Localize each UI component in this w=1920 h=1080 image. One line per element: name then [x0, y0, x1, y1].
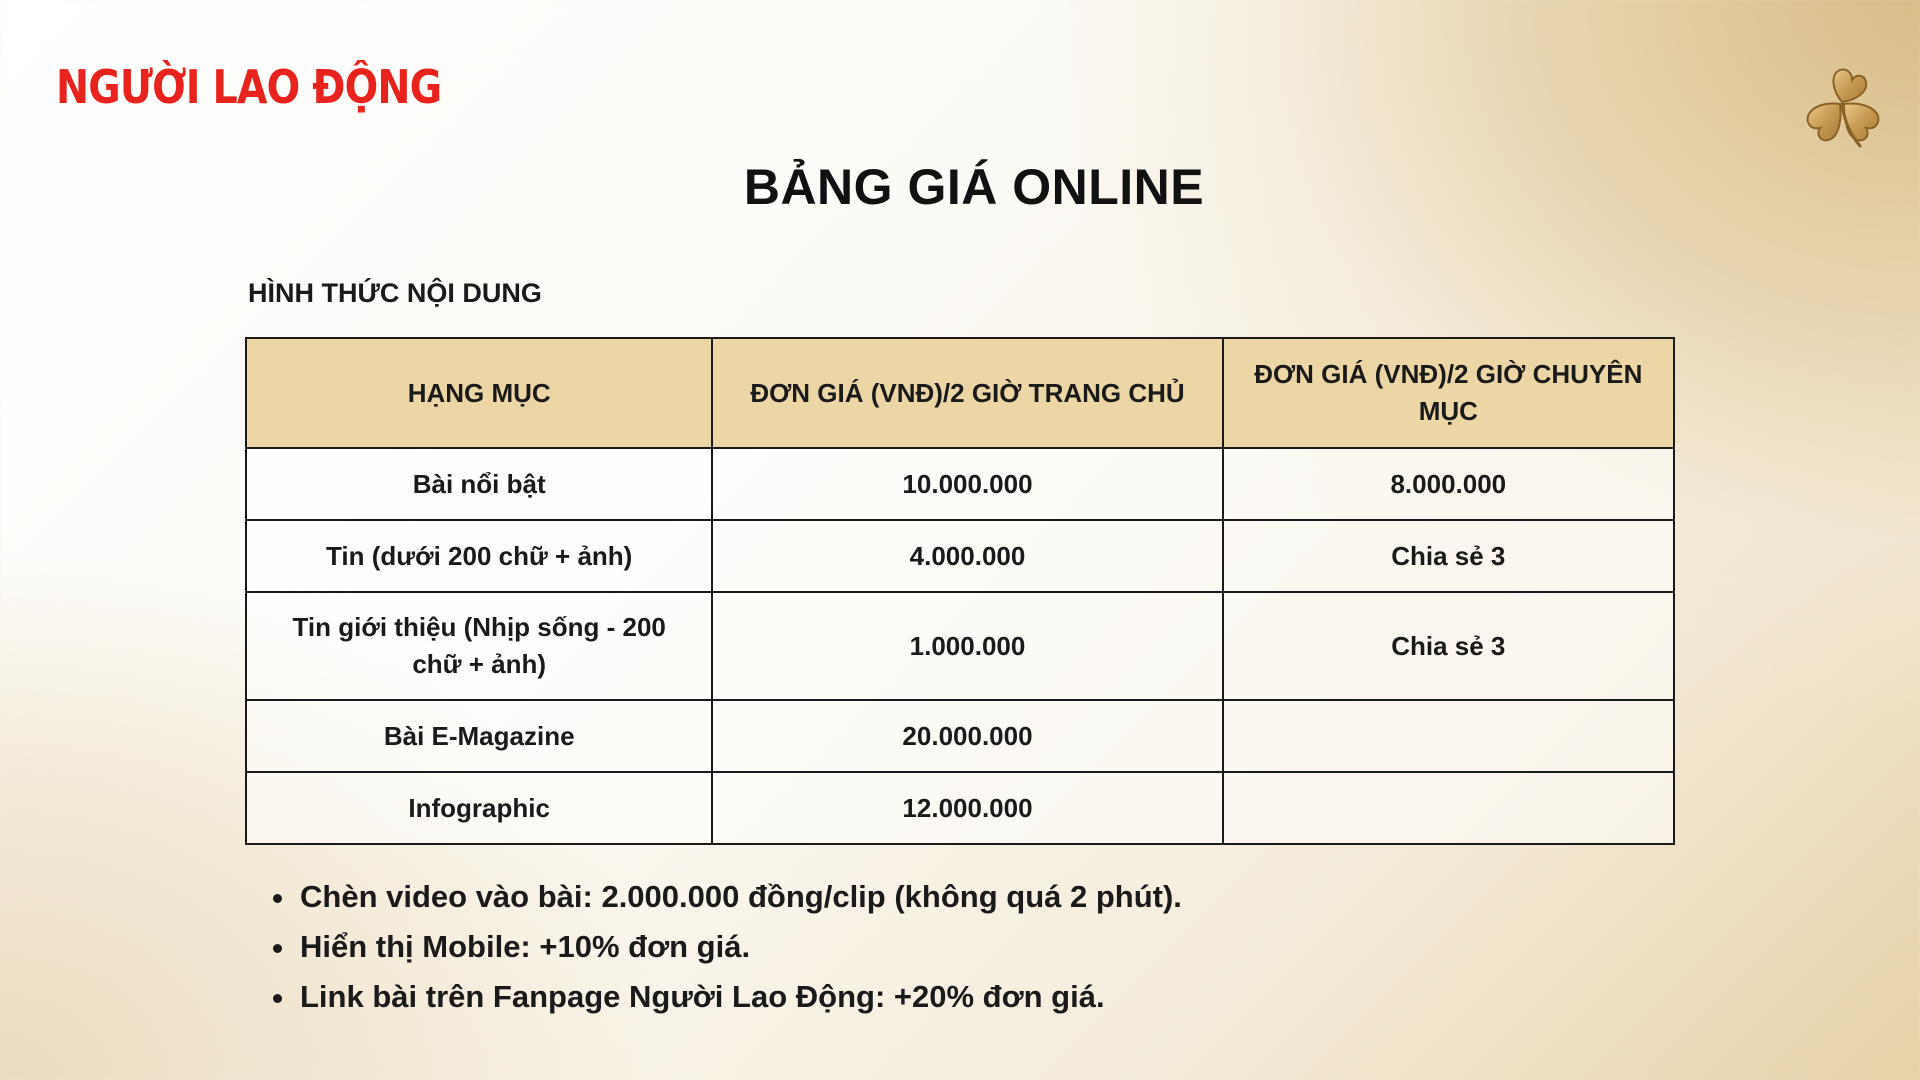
table-row	[246, 772, 1674, 844]
cell-section-price	[1223, 772, 1674, 844]
note-item-video: • Chèn video vào bài: 2.000.000 đồng/clip (không quá 2 phút).	[298, 872, 1182, 922]
page-title: BẢNG GIÁ ONLINE	[743, 159, 1205, 215]
column-header-category: HẠNG MỤC	[246, 338, 712, 448]
cell-category: Bài E-Magazine	[246, 700, 712, 772]
section-label: HÌNH THỨC NỘI DUNG	[248, 278, 542, 308]
cell-homepage-price: 4.000.000	[712, 520, 1222, 592]
cell-section-price	[1223, 700, 1674, 772]
cell-homepage-price: 10.000.000	[712, 448, 1222, 520]
column-header-homepage-price: ĐƠN GIÁ (VNĐ)/2 GIỜ TRANG CHỦ	[712, 338, 1222, 448]
table-header-row	[246, 338, 1674, 448]
notes-list	[268, 872, 1182, 1022]
note-item-mobile: • Hiển thị Mobile: +10% đơn giá.	[298, 922, 1182, 972]
cell-category: Infographic	[246, 772, 712, 844]
cell-category: Tin (dưới 200 chữ + ảnh)	[246, 520, 712, 592]
table-row	[246, 592, 1674, 700]
cell-homepage-price: 1.000.000	[712, 592, 1222, 700]
price-table	[245, 337, 1675, 845]
cell-section-price: 8.000.000	[1223, 448, 1674, 520]
note-item-fanpage: • Link bài trên Fanpage Người Lao Động: +20% đơn giá.	[298, 972, 1182, 1022]
clover-icon	[1796, 62, 1888, 150]
brand-logo: NGƯỜI LAO ĐỘNG	[56, 60, 442, 114]
cell-homepage-price: 20.000.000	[712, 700, 1222, 772]
column-header-section-price: ĐƠN GIÁ (VNĐ)/2 GIỜ CHUYÊN MỤC	[1223, 338, 1674, 448]
cell-category: Tin giới thiệu (Nhịp sống - 200 chữ + ảnh)	[246, 592, 712, 700]
table-row	[246, 700, 1674, 772]
table-row	[246, 448, 1674, 520]
cell-category: Bài nổi bật	[246, 448, 712, 520]
cell-homepage-price: 12.000.000	[712, 772, 1222, 844]
cell-section-price: Chia sẻ 3	[1223, 520, 1674, 592]
table-row	[246, 520, 1674, 592]
cell-section-price: Chia sẻ 3	[1223, 592, 1674, 700]
